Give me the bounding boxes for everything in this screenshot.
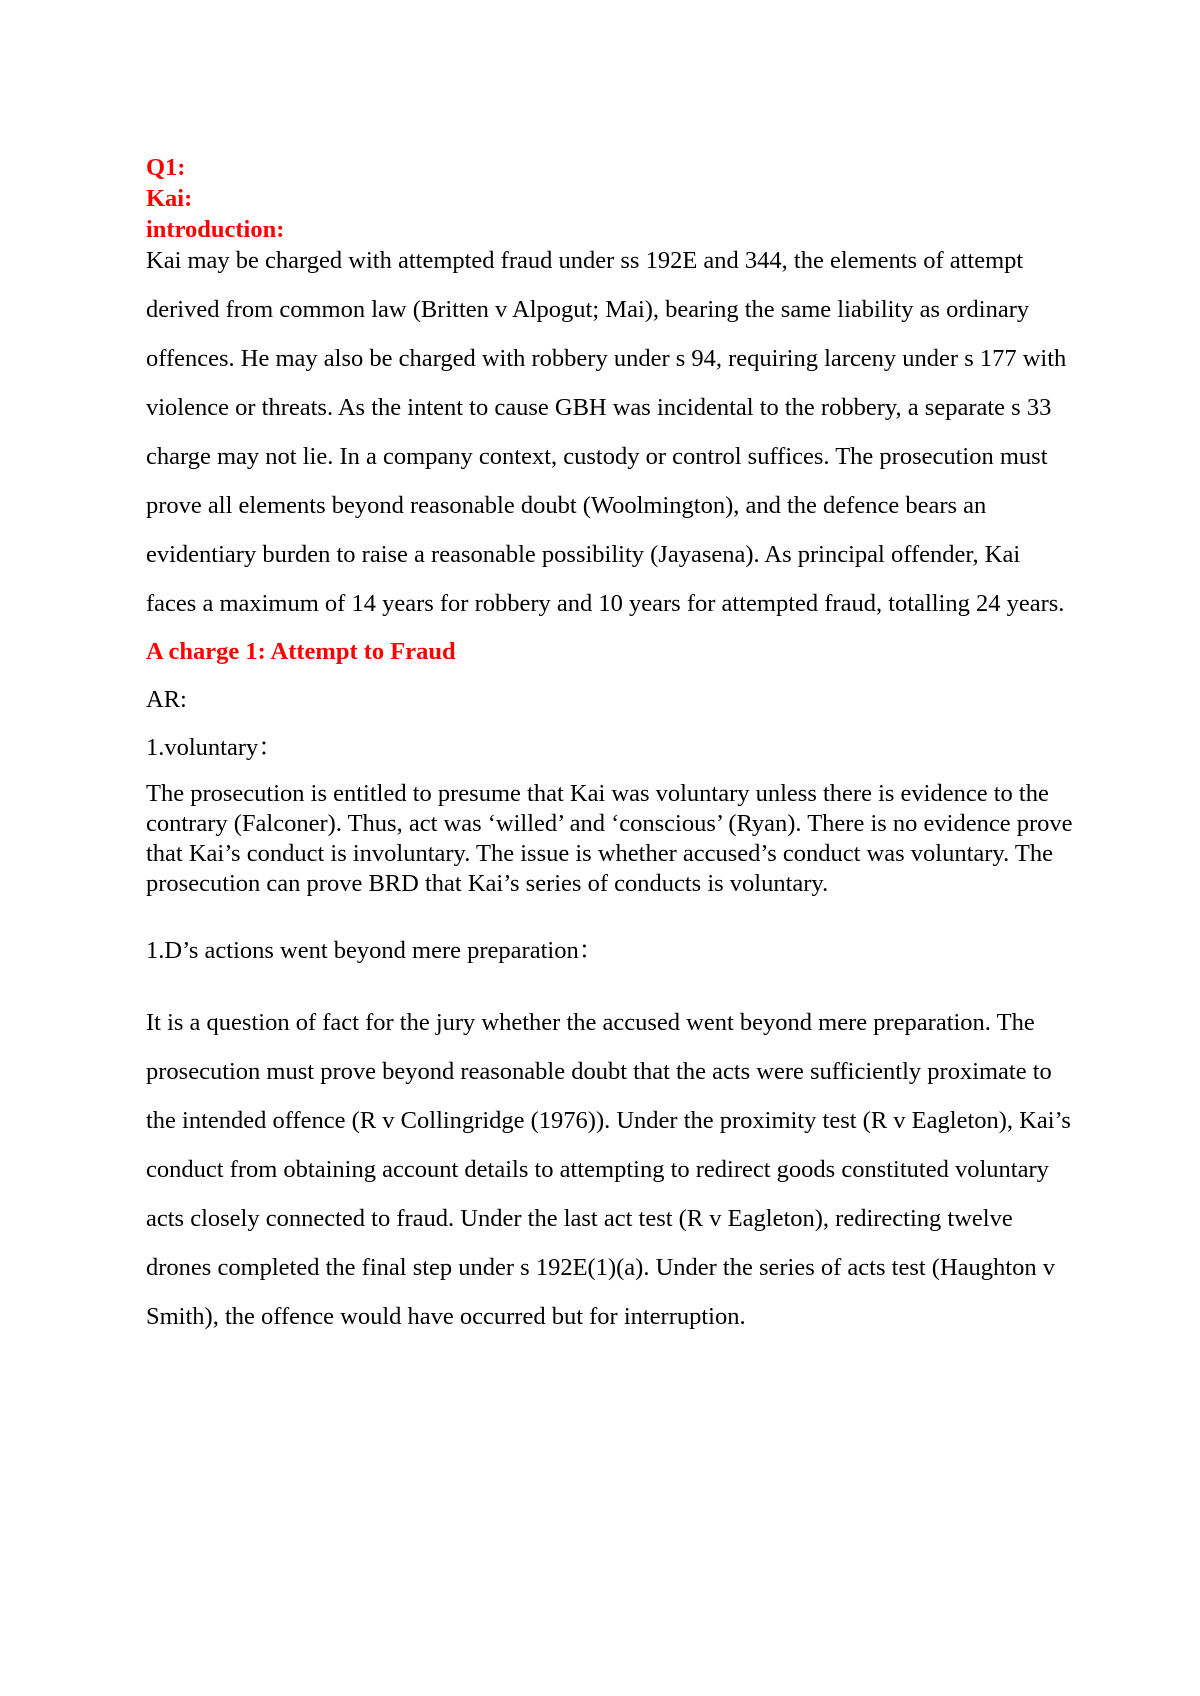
ar-label: AR: xyxy=(146,686,187,713)
introduction-paragraph: Kai may be charged with attempted fraud under ss 192E and 344, the elements of attempt derived from common law (Britten v Alpogut; Mai), bearing the same liability as ordinary offences. He may also be charged with robbery under s 94, requiring larceny under s 177 with violence or threats. As the intent to cause GBH was incidental to the robbery, a separate s 33 charge may not lie. In a company context, custody or control suffices. The prosecution must prove all elements beyond reasonable doubt (Woolmington), and the defence bears an evidentiary burden to raise a reasonable possibility (Jayasena). As principal offender, Kai faces a maximum of 14 years for robbery and 10 years for attempted fraud, totalling 24 years. xyxy=(146,247,1067,617)
voluntary-label: 1.voluntary： xyxy=(146,734,283,761)
question-label: Q1: xyxy=(146,154,186,181)
document-body xyxy=(146,152,1076,1341)
voluntary-paragraph: The prosecution is entitled to presume that Kai was voluntary unless there is evidence to the contrary (Falconer). Thus, act was ‘willed’ and ‘conscious’ (Ryan). There is no evidence prove that Kai’s conduct is involuntary. The issue is whether accused’s conduct was voluntary. The prosecution can prove BRD that Kai’s series of conducts is voluntary. xyxy=(146,780,1073,897)
preparation-paragraph: It is a question of fact for the jury whether the accused went beyond mere preparation. The prosecution must prove beyond reasonable doubt that the acts were sufficiently proximate to the intended offence (R v Collingridge (1976)). Under the proximity test (R v Eagleton), Kai’s conduct from obtaining account details to attempting to redirect goods constituted voluntary acts closely connected to fraud. Under the last act test (R v Eagleton), redirecting twelve drones completed the final step under s 192E(1)(a). Under the series of acts test (Haughton v Smith), the offence would have occurred but for interruption. xyxy=(146,1009,1071,1330)
charge-heading: A charge 1: Attempt to Fraud xyxy=(146,638,456,665)
introduction-heading: introduction: xyxy=(146,216,285,243)
name-label: Kai: xyxy=(146,185,193,212)
preparation-label: 1.D’s actions went beyond mere preparation： xyxy=(146,937,604,964)
